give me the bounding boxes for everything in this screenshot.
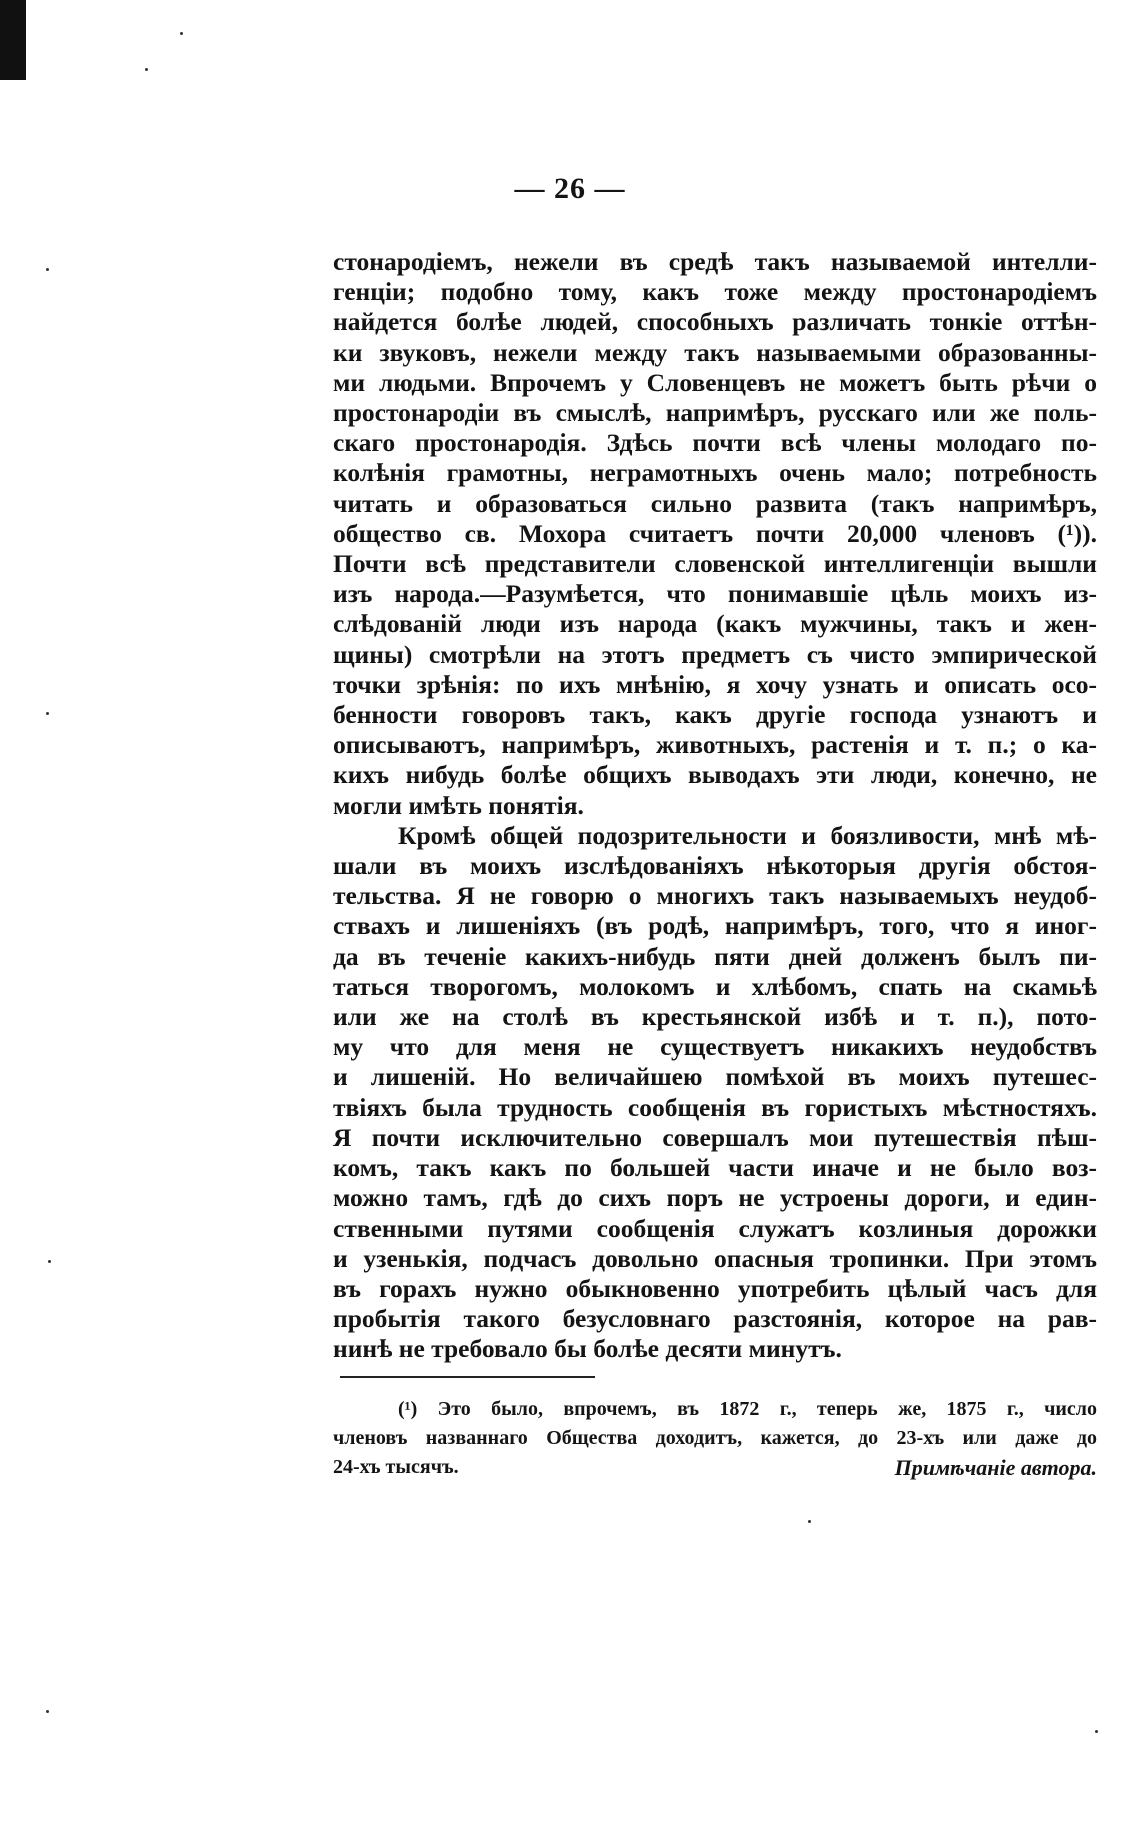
text-line: ки звуковъ, нежели между такъ называемыми образованны- — [333, 337, 1097, 367]
text-line: и лишеній. Но величайшею помѣхой въ моихъ путешес- — [333, 1062, 1097, 1092]
paragraph-end-line: нинѣ не требовало бы болѣе десяти минутъ. — [333, 1334, 842, 1364]
scan-speck — [48, 1260, 51, 1263]
footnote-line: 24-хъ тысячъ. — [333, 1456, 459, 1478]
footnote-line: (¹) Это было, впрочемъ, въ 1872 г., теперь же, 1875 г., число — [398, 1398, 1097, 1420]
text-line: описываютъ, напримѣръ, животныхъ, растенія и т. п.; о ка- — [333, 730, 1097, 760]
text-line: шали въ моихъ изслѣдованіяхъ нѣкоторыя другія обстоя- — [333, 851, 1097, 881]
text-line: пробытія такого безусловнаго разстоянія, которое на рав- — [333, 1304, 1097, 1334]
text-line: слѣдованій люди изъ народа (какъ мужчины, такъ и жен- — [333, 609, 1097, 639]
text-line: ственными путями сообщенія служатъ козлиныя дорожки — [333, 1213, 1097, 1243]
text-line: Почти всѣ представители словенской интеллигенціи вышли — [333, 549, 1097, 579]
text-line: генціи; подобно тому, какъ тоже между простонародіемъ — [333, 277, 1097, 307]
text-line: му что для меня не существуетъ никакихъ неудобствъ — [333, 1032, 1097, 1062]
footnote — [333, 1395, 1097, 1482]
text-line: читать и образоваться сильно развита (такъ напримѣръ, — [333, 488, 1097, 518]
text-line: скаго простонародія. Здѣсь почти всѣ члены молодаго по- — [333, 428, 1097, 458]
text-line: твіяхъ была трудность сообщенія въ гористыхъ мѣстностяхъ. — [333, 1092, 1097, 1122]
text-line: найдется болѣе людей, способныхъ различать тонкіе оттѣн- — [333, 307, 1097, 337]
body-text — [333, 247, 1097, 1365]
text-line: кихъ нибудь болѣе общихъ выводахъ эти люди, конечно, не — [333, 760, 1097, 790]
text-line: общество св. Мохора считаетъ почти 20,000 членовъ (¹)). — [333, 518, 1097, 548]
text-line: таться творогомъ, молокомъ и хлѣбомъ, спать на скамьѣ — [333, 971, 1097, 1001]
text-line: въ горахъ нужно обыкновенно употребить цѣлый часъ для — [333, 1273, 1097, 1303]
scan-speck — [180, 32, 183, 35]
paragraph-start-line: Кромѣ общей подозрительности и боязливости, мнѣ мѣ- — [398, 820, 1097, 850]
text-line: изъ народа.—Разумѣется, что понимавшіе цѣль моихъ из- — [333, 579, 1097, 609]
text-line: можно тамъ, гдѣ до сихъ поръ не устроены дороги, и един- — [333, 1183, 1097, 1213]
text-line: точки зрѣнія: по ихъ мнѣнію, я хочу узнать и описать осо- — [333, 669, 1097, 699]
text-line: простонародіи въ смыслѣ, напримѣръ, русскаго или же поль- — [333, 398, 1097, 428]
paragraph-end-line: могли имѣть понятія. — [333, 790, 584, 820]
text-line: да въ теченіе какихъ-нибудь пяти дней долженъ былъ пи- — [333, 941, 1097, 971]
scan-speck — [808, 1520, 811, 1523]
page-number: — 26 — — [514, 172, 626, 205]
scan-speck — [1095, 1730, 1098, 1733]
footnote-line: членовъ названнаго Общества доходитъ, кажется, до 23-хъ или даже до — [333, 1427, 1097, 1449]
text-line: Я почти исключительно совершалъ мои путешествія пѣш- — [333, 1122, 1097, 1152]
text-line: щины) смотрѣли на этотъ предметъ съ чисто эмпирической — [333, 639, 1097, 669]
text-line: тельства. Я не говорю о многихъ такъ называемыхъ неудоб- — [333, 881, 1097, 911]
scan-speck — [46, 1710, 49, 1713]
footnote-last-line — [333, 1453, 1097, 1482]
scan-speck — [46, 268, 49, 271]
text-line: колѣнія грамотны, неграмотныхъ очень мало; потребность — [333, 458, 1097, 488]
text-line: бенности говоровъ такъ, какъ другіе господа узнаютъ и — [333, 700, 1097, 730]
scan-edge-mark — [0, 0, 26, 80]
text-line: ми людьми. Впрочемъ у Словенцевъ не можетъ быть рѣчи о — [333, 367, 1097, 397]
text-line: и узенькія, подчасъ довольно опасныя тропинки. При этомъ — [333, 1243, 1097, 1273]
scan-speck — [145, 68, 148, 71]
text-line: комъ, такъ какъ по большей части иначе и не было воз- — [333, 1153, 1097, 1183]
scan-speck — [46, 712, 49, 715]
text-line: или же на столѣ въ крестьянской избѣ и т. п.), пото- — [333, 1002, 1097, 1032]
footnote-separator — [340, 1376, 595, 1378]
author-note: Примѣчаніе автора. — [894, 1455, 1097, 1480]
text-line: ствахъ и лишеніяхъ (въ родѣ, напримѣръ, того, что я иног- — [333, 911, 1097, 941]
text-line: стонародіемъ, нежели въ средѣ такъ называемой интелли- — [333, 247, 1097, 276]
